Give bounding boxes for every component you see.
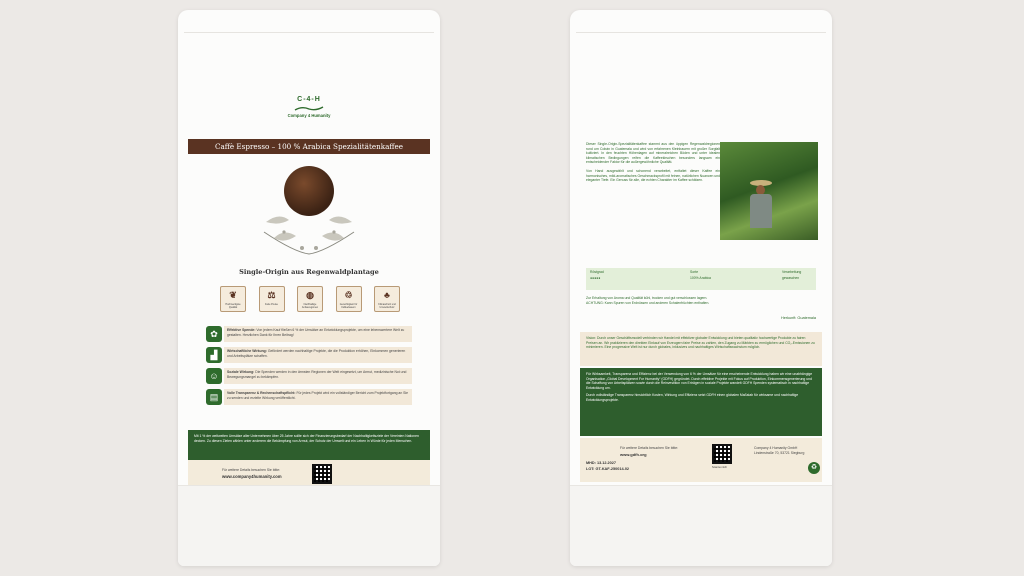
- people-icon: ☺: [206, 368, 222, 384]
- company-logo: [284, 96, 334, 118]
- vision-text: Vision: Durch unser Geschäftsmodell verbinden wir Handel mit effektiver globaler Entwicklung und bieten qualitativ hochwertige Produkte zu fairen Preisen an. Wir praktizieren den direkten Einkauf von Erzeugern faire Preise zu zahlen, den Zugang zu Märkten zu ermöglichen und CO₂-Emissionen zu minimieren. Eine progressive Welt ist nur durch globales, inklusives und nachhaltiges Wirtschaftswachstum möglich.: [586, 336, 815, 350]
- product-title: Caffè Espresso – 100 % Arabica Spezialitätenkaffee: [188, 139, 430, 154]
- table-cell: 100% Arabica: [690, 276, 711, 280]
- globe-icon: ◍: [306, 290, 314, 300]
- scan-label: Scanne mich: [712, 466, 727, 469]
- table-cell: gewaschen: [782, 276, 800, 280]
- company-name: Company 4 Humanity GmbH: [754, 446, 798, 450]
- more-info-label: Für weitere Details besuchen Sie bitte:: [222, 468, 281, 472]
- company-address: [754, 446, 824, 455]
- vision-box: [580, 332, 822, 366]
- bullet-head: Effektive Spende:: [227, 328, 256, 332]
- website-link[interactable]: www.gdfh.org: [620, 452, 647, 457]
- logo-mark: C-4-H: [297, 96, 321, 103]
- product-description: [586, 142, 720, 187]
- table-header: Röstgrad: [590, 270, 604, 274]
- leaf-icon: ❦: [229, 290, 237, 300]
- qr-code[interactable]: [712, 444, 732, 464]
- address-line: Lindenstraße 70, 53721 Siegburg: [754, 450, 805, 455]
- bullet-text: Von jedem Kauf fließen 6 % der Umsätze an Entwicklungsprojekte, um eine lebenswertere Welt zu gestalten. Herzlichen Dank für Ihren Beitrag!: [227, 328, 405, 337]
- bag-bottom: [570, 485, 832, 566]
- table-header: Verarbeitung: [782, 270, 802, 274]
- gdfh-text: Durch vollständige Transparenz hinsichtlich Kosten, Wirkung und Effizienz setzt GDFH einen globalen Maßstab für wirksame und nachhaltige Entwicklungsprojekte.: [586, 393, 799, 402]
- list-item: [206, 326, 412, 342]
- list-item: [206, 347, 412, 363]
- quality-badge: ❦ Hochwertigste Qualität: [220, 286, 246, 312]
- fair-price-badge: ⚖ Faire Preise: [259, 286, 285, 312]
- farmer-justice-badge: ♲ Gerechtigkeit für Kaffeebauern: [336, 286, 362, 312]
- farmer-photo: [720, 142, 818, 240]
- table-header: Sorte: [690, 270, 699, 274]
- recycle-icon: ♻: [808, 462, 820, 474]
- bullet-text: Für jedes Projekt wird ein vollständiger Bericht zum Projektfortgang an Sie zu senden und erzielte Wirkung veröffentlicht.: [227, 391, 409, 400]
- bag-seam: [576, 32, 826, 33]
- sdg-text: Mit 1 % der weltweiten Umsätze aller Unternehmen über 25 Jahre sollte sich der Finanzierungsbedarf der Nachhaltigkeitsziele der Vereinten Nationen decken. Zu diesen Zielen zählen unter anderem die Bekämpfung von Armut, der Schutz der Umwelt und ein Leben in Würde für jeden Menschen.: [194, 434, 419, 443]
- coffee-plant-illustration: [254, 192, 364, 258]
- handshake-icon: ♲: [344, 290, 353, 300]
- hand-icon: [294, 104, 324, 112]
- logo-name: Company 4 Humanity: [287, 113, 331, 118]
- gdfh-band: [580, 368, 822, 436]
- plant-icon: ✿: [206, 326, 222, 342]
- table-cell: ●●●●●: [590, 276, 601, 280]
- best-before: MHD: 13.12.2027: [586, 461, 616, 465]
- body-shape: [750, 194, 772, 228]
- chart-icon: ▟: [206, 347, 222, 363]
- allergen-note: ACHTUNG: Kann Spuren von Erdnüssen und anderen Schalenfrüchten enthalten.: [586, 300, 710, 305]
- scale-icon: ⚖: [267, 290, 276, 300]
- website-link[interactable]: www.company4humanity.com: [222, 474, 282, 479]
- coffee-bag-back: [570, 10, 832, 566]
- sustainable-badge: ◍ Nachhaltige Anbauregionen: [297, 286, 323, 312]
- list-item: [206, 389, 412, 405]
- document-icon: ▤: [206, 389, 222, 405]
- batch-codes: [586, 460, 629, 472]
- more-info-label: Für weitere Details besuchen Sie bitte:: [620, 446, 679, 450]
- sdg-band: [188, 430, 430, 460]
- climate-badge: ♣ Klimaschutz und Umweltschutz: [374, 286, 400, 312]
- bullet-head: Volle Transparenz & Rechenschaftspflicht:: [227, 391, 296, 395]
- storage-note: Zur Erhaltung von Aroma und Qualität kühl, trocken und gut verschlossen lagern.: [586, 296, 708, 300]
- description-paragraph: Dieser Single-Origin-Spezialitätenkaffee stammt aus den üppigen Regenwaldregionen rund um Cobán in Guatemala und wird von erfahrenen Kleinbauern mit großer Sorgfalt kultiviert. In den feuchten Höhenlagen auf mineralreichen Böden und unter idealen klimatischen Bedingungen reifen die Kaffeekirschen besonders langsam ein entscheidender Faktor für die außergewöhnliche Qualität.: [586, 142, 720, 165]
- lot-number: LOT: GT-KAF-250014-02: [586, 467, 630, 471]
- product-specs-table: [586, 268, 816, 290]
- product-subtitle: Single-Origin aus Regenwaldplantage: [239, 268, 379, 276]
- bag-seam: [184, 32, 434, 33]
- bullet-head: Wirtschaftliche Wirkung:: [227, 349, 267, 353]
- bullet-text: Gefördert werden nachhaltige Projekte, die die Produktion erhöhen, Einkommen generieren und Arbeitsplätze schaffen.: [227, 349, 406, 358]
- gdfh-text: Für Wirksamkeit, Transparenz und Effizienz bei der Verwendung von 6 % der Umsätze für eine erscheinende Entwicklung haben wir eine unabhängige Organisation „Global Development For Humanity“ (GDFH) gegründet. Durch effektive Projekte mit Fokus auf Produktion, Einkommensgenerierung und die Schaffung von Arbeitsplätzen sowie durch die Reinvestition von Erträgen in soziale Projekte wandelt GDFH Spenden systematisch in nachhaltige Entwicklung um.: [586, 372, 813, 390]
- impact-list: [206, 326, 412, 410]
- description-paragraph: Von Hand ausgewählt und schonend verarbeitet, entfaltet dieser Kaffee ein harmonisches, mild-aromatisches Geschmacksprofil mit feinen, natürlichen Nuancen und eleganter Tiefe. Ein Genuss für alle, die echten Charakter im Kaffee schätzen.: [586, 168, 720, 183]
- origin-label: Herkunft: Guatemala: [780, 316, 816, 320]
- coffee-bag-front: [178, 10, 440, 566]
- sprout-icon: ♣: [384, 290, 390, 300]
- bullet-text: Die Spenden werden in den ärmsten Regionen der Welt eingesetzt, um Armut, medizinische Not und Bewegungsmangel zu bekämpfen.: [227, 370, 407, 379]
- bag-bottom: [178, 485, 440, 566]
- quality-icons: [220, 286, 400, 312]
- back-footer: [580, 438, 822, 482]
- storage-notes: [586, 296, 816, 305]
- list-item: [206, 368, 412, 384]
- qr-code[interactable]: [312, 464, 332, 484]
- bullet-head: Soziale Wirkung:: [227, 370, 255, 374]
